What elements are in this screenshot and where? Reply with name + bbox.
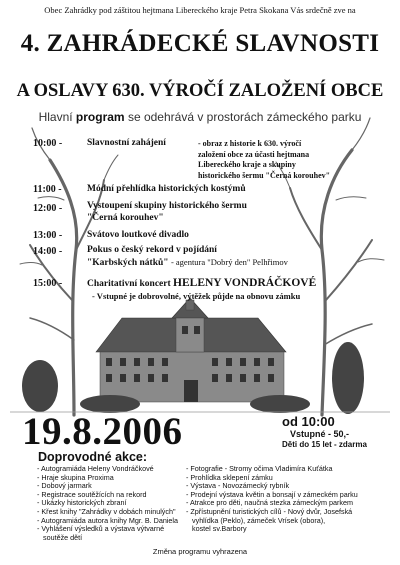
list-item: - Křest knihy "Zahrádky v dobách minulých"	[37, 506, 176, 516]
list-item: - Autogramiáda Heleny Vondráčkové	[37, 464, 154, 473]
program-line2-1200: "Černá korouhev"	[87, 213, 164, 223]
event-date: 19.8.2006	[22, 410, 183, 453]
program-desc-1000: - obraz z historie k 630. výročí založení obce za účasti hejtmana Libereckého kraje a skupiny historického šermu "Černá korouhev"	[198, 139, 331, 180]
program-time-1200: 12:00 -	[33, 203, 63, 214]
intro-text: Obec Zahrádky pod záštitou hejtmana Libereckého kraje Petra Skokana Vás srdečně zve na	[44, 5, 356, 15]
subtitle	[0, 110, 400, 124]
list-item: - Prodejní výstava květin a bonsají v zámeckém parku	[186, 489, 358, 499]
list-item: - Fotografie - Stromy očima Vladimíra Kuťátka	[186, 464, 333, 473]
list-item: - Výstava - Novozámecký rybník	[186, 481, 290, 491]
list-item: - Zpřístupnění turistických cílů - Nový dvůr, Josefská	[186, 506, 353, 516]
list-item: - Autogramiáda autora knihy Mgr. B. Daniela	[37, 515, 179, 525]
program-time-1100: 11:00 -	[33, 184, 62, 195]
list-item: - Atrakce pro děti, naučná stezka zámeckým parkem	[186, 498, 353, 508]
program-time-1400: 14:00 -	[33, 246, 63, 257]
extras-heading: Doprovodné akce:	[38, 450, 148, 464]
program-time-1000: 10:00 -	[33, 138, 63, 149]
program-title-1200: Vystoupení skupiny historického šermu	[87, 201, 247, 211]
program-title-1300: Svátovo loutkové divadlo	[87, 230, 189, 240]
extras-list-left	[37, 465, 178, 542]
list-item: - Ukázky historických zbraní	[37, 498, 127, 508]
list-item: soutěže dětí	[43, 532, 83, 542]
children-free: Děti do 15 let - zdarma	[282, 440, 367, 449]
footer-note: Změna programu vyhrazena	[152, 547, 248, 556]
list-item: kostel sv.Barbory	[192, 524, 247, 534]
program-time-1500: 15:00 -	[33, 278, 63, 289]
second-title: A OSLAVY 630. VÝROČÍ ZALOŽENÍ OBCE	[16, 81, 384, 101]
program-line2-1400: "Karbských nátků" - agentura "Dobrý den" Pelhřimov	[87, 257, 288, 268]
list-item: - Vyhlášení výsledků a výstava výtvarné	[37, 524, 165, 534]
extras-list-right	[186, 465, 358, 534]
program-title-1400: Pokus o český rekord v pojídání	[87, 245, 217, 255]
program-title-1100: Módní přehlídka historických kostýmů	[87, 184, 246, 194]
list-item: - Prohlídka sklepení zámku	[186, 472, 273, 482]
program-time-1300: 13:00 -	[33, 230, 63, 241]
list-item: vyhlídka (Peklo), zámeček Vrísek (obora),	[192, 515, 326, 525]
program-line2-1500: - Vstupné je dobrovolné, výtěžek půjde na obnovu zámku	[92, 291, 301, 301]
entry-fee: Vstupné - 50,-	[290, 429, 350, 439]
subtitle-bold: program	[75, 110, 125, 124]
list-item: - Hraje skupina Proxima	[37, 472, 114, 482]
list-item: - Dobový jarmark	[37, 481, 92, 491]
event-time: od 10:00	[282, 414, 335, 429]
program-title-1000: Slavnostní zahájení	[87, 138, 166, 148]
program-title-1500: Charitativní koncert HELENY VONDRÁČKOVÉ	[87, 277, 317, 289]
main-title: 4. ZAHRÁDECKÉ SLAVNOSTI	[20, 30, 380, 57]
subtitle-after: se odehrává v prostorách zámeckého parku	[127, 110, 362, 124]
list-item: - Registrace soutěžících na rekord	[37, 489, 147, 499]
subtitle-before: Hlavní	[38, 110, 73, 124]
